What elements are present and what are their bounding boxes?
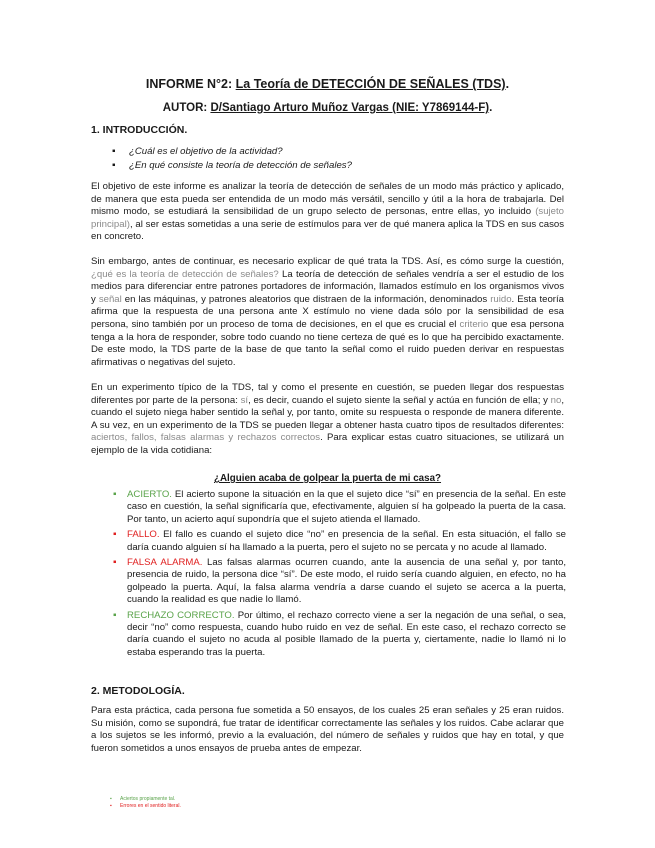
case-term: ACIERTO.: [127, 489, 172, 500]
text-run: ¿qué es la teoría de detección de señales?: [91, 268, 279, 280]
footnote-list: [110, 796, 181, 810]
text-run: . Esta teoría afirma que la respuesta de una persona ante X estímulo no viene dada sólo por la sensibilidad de esa persona, sino también por un proceso de toma de decisiones, en el que es crucial el: [91, 293, 564, 330]
footnote-item: ▪ Aciertos propiamente tal.: [110, 796, 181, 803]
case-item-falsa-alarma: [115, 557, 566, 607]
example-question: ¿Alguien acaba de golpear la puerta de mi casa?: [213, 473, 442, 484]
author-label: AUTOR:: [162, 102, 211, 114]
case-text: Las falsas alarmas ocurren cuando, ante la ausencia de una señal y, por tanto, presencia de ruido, la persona dice “sí”. De este modo, el ruido sería cuando alguien, en efecto, no ha golpeado la puerta. Aquí, la falsa alarma vendría a darse cuando el sujeto se acerca a la puerta, cuando la realidad es que nadie lo llamó.: [127, 557, 566, 606]
text-run: aciertos, fallos, falsas alarmas y rechazos correctos: [91, 432, 321, 444]
text-run: sí: [240, 394, 249, 406]
text-run: que esa persona tenga a la hora de responder, sobre todo cuando no tiene certeza de qué es lo que ha percibido exactamente. De este modo, la TDS parte de la base de que tanto la señal como el ruido pueden derivar en respuestas afirmativas o negativas del sujeto.: [91, 318, 564, 368]
intro-paragraph-objective: [91, 181, 564, 244]
case-term: RECHAZO CORRECTO.: [127, 609, 235, 621]
author-suffix: .: [489, 102, 493, 114]
text-run: ruido: [490, 293, 512, 305]
section-heading-methodology: 2. METODOLOGÍA.: [91, 685, 185, 697]
text-run: señal: [98, 293, 122, 305]
case-item-fallo: [115, 529, 566, 554]
text-run: criterio: [459, 318, 489, 330]
case-text: Por último, el rechazo correcto viene a ser la negación de una señal, o sea, decir “no” como respuesta, cuando hubo ruido en vez de señal. En este caso, el rechazo correcto se daría cuando el sujeto no acuda al posible llamado de la puerta y, ciertamente, nadie lo llamó ni lo estaba esperando tras la puerta.: [127, 609, 566, 658]
footnote-item: ▪ Errores en el sentido literal.: [110, 803, 181, 810]
case-term: FALLO.: [127, 529, 160, 541]
text-run: Sin embargo, antes de continuar, es necesario explicar de qué trata la TDS. Así, es cómo surge la cuestión,: [91, 256, 564, 267]
title-suffix: .: [505, 77, 510, 91]
author-name: D/Santiago Arturo Muñoz Vargas (NIE: Y7869144-F): [210, 102, 490, 114]
text-run: El objetivo de este informe es analizar la teoría de detección de señales de un modo más práctico y aplicado, de manera que esta pueda ser entendida de un modo más versátil, sencillo y útil a la hora de trabajarla. Del mismo modo, se estudiará la sensibilidad de un grupo selecto de personas, entre ellas, yo incluido: [91, 181, 564, 218]
text-run: , al ser estas sometidas a una serie de estímulos para ver de qué manera aplica la TDS en sus casos en concreto.: [91, 218, 564, 243]
case-item-rechazo-correcto: [115, 610, 566, 660]
case-list: [115, 489, 566, 662]
intro-paragraph-responses: [91, 382, 564, 458]
case-term: FALSA ALARMA.: [127, 557, 203, 569]
case-text: El fallo es cuando el sujeto dice “no” en presencia de la señal. En esta situación, el fallo se daría cuando alguien sí ha llamado a la puerta, pero el sujeto no se percata y no acude al llamado.: [127, 529, 566, 553]
text-run: En un experimento típico de la TDS, tal y como el presente en cuestión, se pueden llegar dos respuestas diferentes por parte de la persona:: [91, 382, 564, 406]
question-list: [112, 145, 572, 173]
text-run: (sujeto principal): [91, 206, 564, 230]
intro-paragraph-tds: [91, 256, 564, 369]
text-run: La teoría de detección de señales vendría a ser el estudio de los medios para diferenciar entre patrones portadores de información, llamados estímulo en los organismos vivos y: [91, 268, 564, 305]
text-run: en las máquinas, y patrones aleatorios que distraen de la información, denominados: [121, 293, 491, 305]
title-main: La Teoría de DETECCIÓN DE SEÑALES (TDS): [235, 77, 506, 91]
question-item: ▪ ¿En qué consiste la teoría de detección de señales?: [112, 159, 572, 173]
text-run: , es decir, cuando el sujeto siente la señal y actúa en función de ella; y: [248, 394, 551, 406]
report-author: [0, 101, 655, 115]
case-item-acierto: [115, 489, 566, 526]
section-heading-introduction: 1. INTRODUCCIÓN.: [91, 124, 188, 136]
report-title: [0, 77, 655, 92]
title-prefix: INFORME N°2:: [145, 77, 236, 91]
text-run: . Para explicar estas cuatro situaciones, se utilizará un ejemplo de la vida cotidiana:: [91, 432, 564, 456]
case-text: El acierto supone la situación en la que el sujeto dice “sí” en presencia de la señal. En este caso en cuestión, la señal significaría que, efectivamente, alguien sí ha golpeado la puerta de la casa. Por tanto, un acierto aquí supondría que el sujeto atienda el llamado.: [127, 489, 566, 525]
text-run: no: [550, 394, 562, 406]
text-run: , cuando el sujeto niega haber sentido la señal y, por tanto, omite su respuesta o responde de manera diferente. A su vez, en un experimento de la TDS se pueden llegar a obtener hasta cuatro tipos de resultados diferentes:: [91, 394, 564, 431]
methodology-paragraph: Para esta práctica, cada persona fue sometida a 50 ensayos, de los cuales 25 eran señales y 25 eran ruidos. Su misión, como se supondrá, fue tratar de identificar correctamente las señales y los ruidos. Cabe aclarar que a los sujetos se les informó, previo a la evaluación, del número de señales y ruidos que hay en total, y que fueron sometidos a unos ensayos de prueba antes de empezar.: [91, 705, 564, 754]
question-item: ▪ ¿Cuál es el objetivo de la actividad?: [112, 145, 572, 159]
